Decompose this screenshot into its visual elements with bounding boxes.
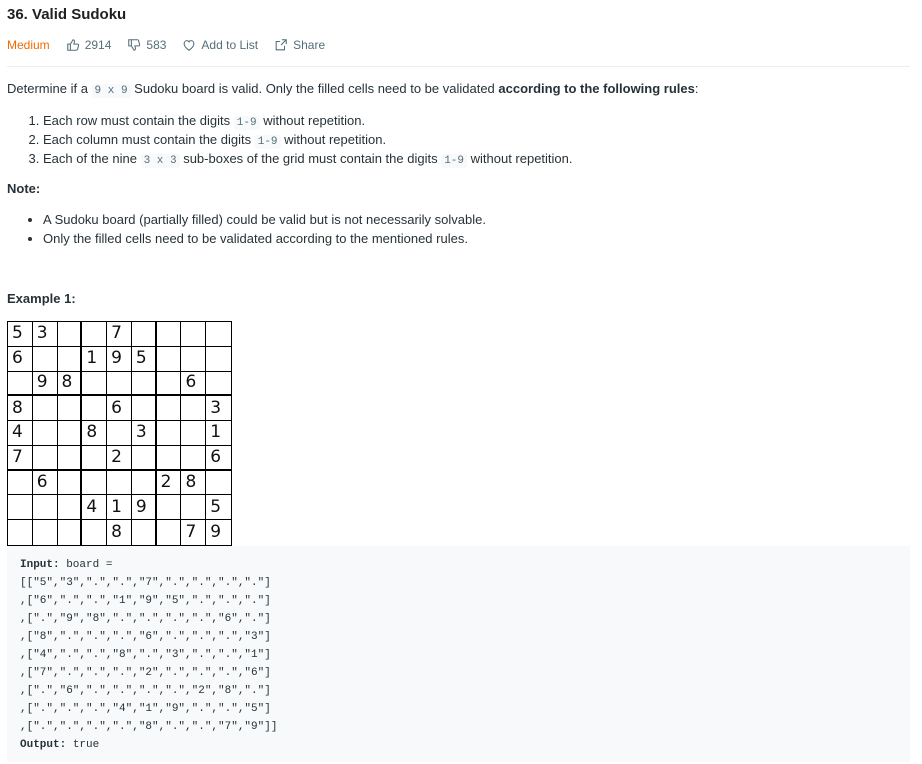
sudoku-cell [8, 471, 33, 496]
sudoku-cell [58, 322, 83, 347]
add-to-list-label: Add to List [201, 38, 259, 52]
inline-code: 1-9 [234, 116, 260, 130]
input-row: ,["8",".",".",".","6",".",".",".","3"] [20, 631, 271, 643]
intro-text-middle: Sudoku board is valid. Only the filled cells need to be validated [130, 81, 499, 96]
sudoku-cell: 6 [107, 396, 132, 421]
sudoku-cell: 2 [107, 446, 132, 471]
sudoku-cell [157, 495, 182, 520]
sudoku-cell [132, 372, 157, 397]
sudoku-cell [58, 421, 83, 446]
sudoku-cell: 5 [206, 495, 231, 520]
sudoku-cell [58, 471, 83, 496]
like-button[interactable] [66, 38, 112, 52]
share-label: Share [293, 38, 326, 52]
sudoku-cell: 8 [107, 520, 132, 545]
sudoku-cell: 8 [82, 421, 107, 446]
sudoku-cell [82, 372, 107, 397]
sudoku-cell [107, 372, 132, 397]
sudoku-cell: 8 [181, 471, 206, 496]
dislike-button[interactable] [127, 38, 166, 52]
input-text: board = [59, 559, 120, 571]
sudoku-cell [33, 520, 58, 545]
sudoku-cell [33, 495, 58, 520]
sudoku-cell [181, 495, 206, 520]
input-row: ,[".",".",".","4","1","9",".",".","5"] [20, 703, 271, 715]
sudoku-cell [33, 347, 58, 372]
sudoku-cell: 9 [210, 522, 222, 543]
sudoku-cell: 5 [8, 322, 33, 347]
intro-text-end: : [694, 81, 699, 96]
sudoku-cell: 3 [33, 322, 58, 347]
sudoku-cell: 6 [181, 372, 206, 397]
sudoku-cell: 3 [206, 396, 231, 421]
sudoku-cell [157, 520, 182, 545]
sudoku-cell [132, 396, 157, 421]
add-to-list-button[interactable] [182, 38, 258, 52]
sudoku-cell [82, 322, 107, 347]
input-row: ,[".","9","8",".",".",".",".","6","."] [20, 613, 271, 625]
output-label: Output: [20, 739, 67, 751]
sudoku-cell: 9 [132, 495, 157, 520]
rule-text: Each of the nine [43, 151, 141, 166]
sudoku-cell [58, 396, 83, 421]
example-heading: Example 1: [7, 291, 76, 306]
sudoku-cell: 4 [8, 421, 33, 446]
sudoku-cell: 3 [132, 421, 157, 446]
sudoku-board-image [7, 321, 232, 546]
rule-item [43, 130, 573, 149]
input-row: ,["4",".",".","8",".","3",".",".","1"] [20, 649, 271, 661]
sudoku-cell: 9 [107, 347, 132, 372]
sudoku-cell [107, 471, 132, 496]
sudoku-cell [82, 396, 107, 421]
note-heading: Note: [7, 181, 41, 196]
sudoku-cell [58, 446, 83, 471]
sudoku-cell [181, 322, 206, 347]
input-row: ,[".","6",".",".",".",".","2","8","."] [20, 685, 271, 697]
input-row: ,[".",".",".",".","8",".",".","7","9"]] [20, 721, 278, 733]
sudoku-cell: 2 [157, 471, 182, 496]
sudoku-cell [157, 421, 182, 446]
sudoku-cell [181, 347, 206, 372]
sudoku-cell: 1 [82, 347, 107, 372]
sudoku-cell: 8 [8, 396, 33, 421]
sudoku-cell: 1 [107, 495, 132, 520]
sudoku-cell [82, 446, 107, 471]
note-item: • Only the filled cells need to be validated according to the mentioned rules. [43, 229, 486, 248]
problem-title: 36. Valid Sudoku [7, 6, 127, 23]
sudoku-cell [33, 446, 58, 471]
sudoku-cell [206, 471, 231, 496]
rule-text: Each row must contain the digits [43, 113, 234, 128]
sudoku-cell: 8 [58, 372, 83, 397]
problem-meta-bar [7, 37, 341, 53]
sudoku-cell: 6 [206, 446, 231, 471]
input-row: [["5","3",".",".","7",".",".",".","."] [20, 577, 271, 589]
dislike-count: 583 [146, 38, 167, 52]
inline-code: 9 x 9 [92, 84, 131, 98]
sudoku-cell: 7 [107, 322, 132, 347]
rules-list [7, 111, 573, 168]
sudoku-cell [157, 322, 182, 347]
sudoku-cell [33, 421, 58, 446]
sudoku-cell [8, 372, 33, 397]
sudoku-cell: 6 [8, 347, 33, 372]
input-row: ,["6",".",".","1","9","5",".",".","."] [20, 595, 271, 607]
sudoku-cell: 6 [33, 471, 58, 496]
sudoku-cell [181, 421, 206, 446]
inline-code: 1-9 [441, 154, 467, 168]
sudoku-cell [157, 396, 182, 421]
input-label: Input: [20, 559, 60, 571]
heart-icon [182, 38, 196, 52]
sudoku-cell [157, 372, 182, 397]
sudoku-cell [181, 446, 206, 471]
sudoku-cell [8, 520, 33, 545]
output-value: true [66, 739, 100, 751]
sudoku-cell [58, 495, 83, 520]
notes-list [7, 210, 486, 248]
sudoku-cell [181, 396, 206, 421]
sudoku-cell [132, 520, 157, 545]
sudoku-cell: 5 [132, 347, 157, 372]
intro-paragraph [7, 80, 699, 100]
inline-code: 3 x 3 [141, 154, 180, 168]
example-code-block [7, 546, 910, 762]
sudoku-cell: 4 [82, 495, 107, 520]
sudoku-cell [206, 372, 231, 397]
sudoku-cell [8, 495, 33, 520]
sudoku-cell [58, 347, 83, 372]
sudoku-cell [157, 446, 182, 471]
rule-text: without repetition. [467, 151, 573, 166]
rule-text: without repetition. [259, 113, 366, 128]
sudoku-cell: 7 [181, 520, 206, 545]
thumbs-down-icon [127, 38, 141, 52]
sudoku-cell [33, 396, 58, 421]
share-button[interactable] [274, 38, 325, 52]
rule-text: without repetition. [280, 132, 387, 147]
header-divider [7, 66, 910, 67]
sudoku-cell [82, 471, 107, 496]
rule-item [43, 111, 573, 130]
sudoku-cell: 7 [8, 446, 33, 471]
sudoku-cell [107, 421, 132, 446]
intro-bold-text: according to the following rules [498, 81, 695, 96]
intro-text-start: Determine if a [7, 81, 92, 96]
sudoku-cell [58, 520, 83, 545]
note-item: • A Sudoku board (partially filled) could be valid but is not necessarily solvable. [43, 210, 486, 229]
rule-text: Each column must contain the digits [43, 132, 255, 147]
sudoku-cell [157, 347, 182, 372]
sudoku-cell [206, 347, 231, 372]
inline-code: 1-9 [255, 135, 281, 149]
rule-text: sub-boxes of the grid must contain the digits [179, 151, 442, 166]
sudoku-cell [132, 322, 157, 347]
like-count: 2914 [84, 38, 112, 52]
sudoku-cell: 1 [206, 421, 231, 446]
share-icon [274, 38, 288, 52]
sudoku-cell [206, 322, 231, 347]
sudoku-cell: 9 [33, 372, 58, 397]
rule-item [43, 149, 573, 168]
input-row: ,["7",".",".",".","2",".",".",".","6"] [20, 667, 271, 679]
difficulty-badge: Medium [7, 38, 50, 52]
sudoku-cell [132, 471, 157, 496]
sudoku-cell [82, 520, 107, 545]
sudoku-cell [132, 446, 157, 471]
thumbs-up-icon [66, 38, 80, 52]
